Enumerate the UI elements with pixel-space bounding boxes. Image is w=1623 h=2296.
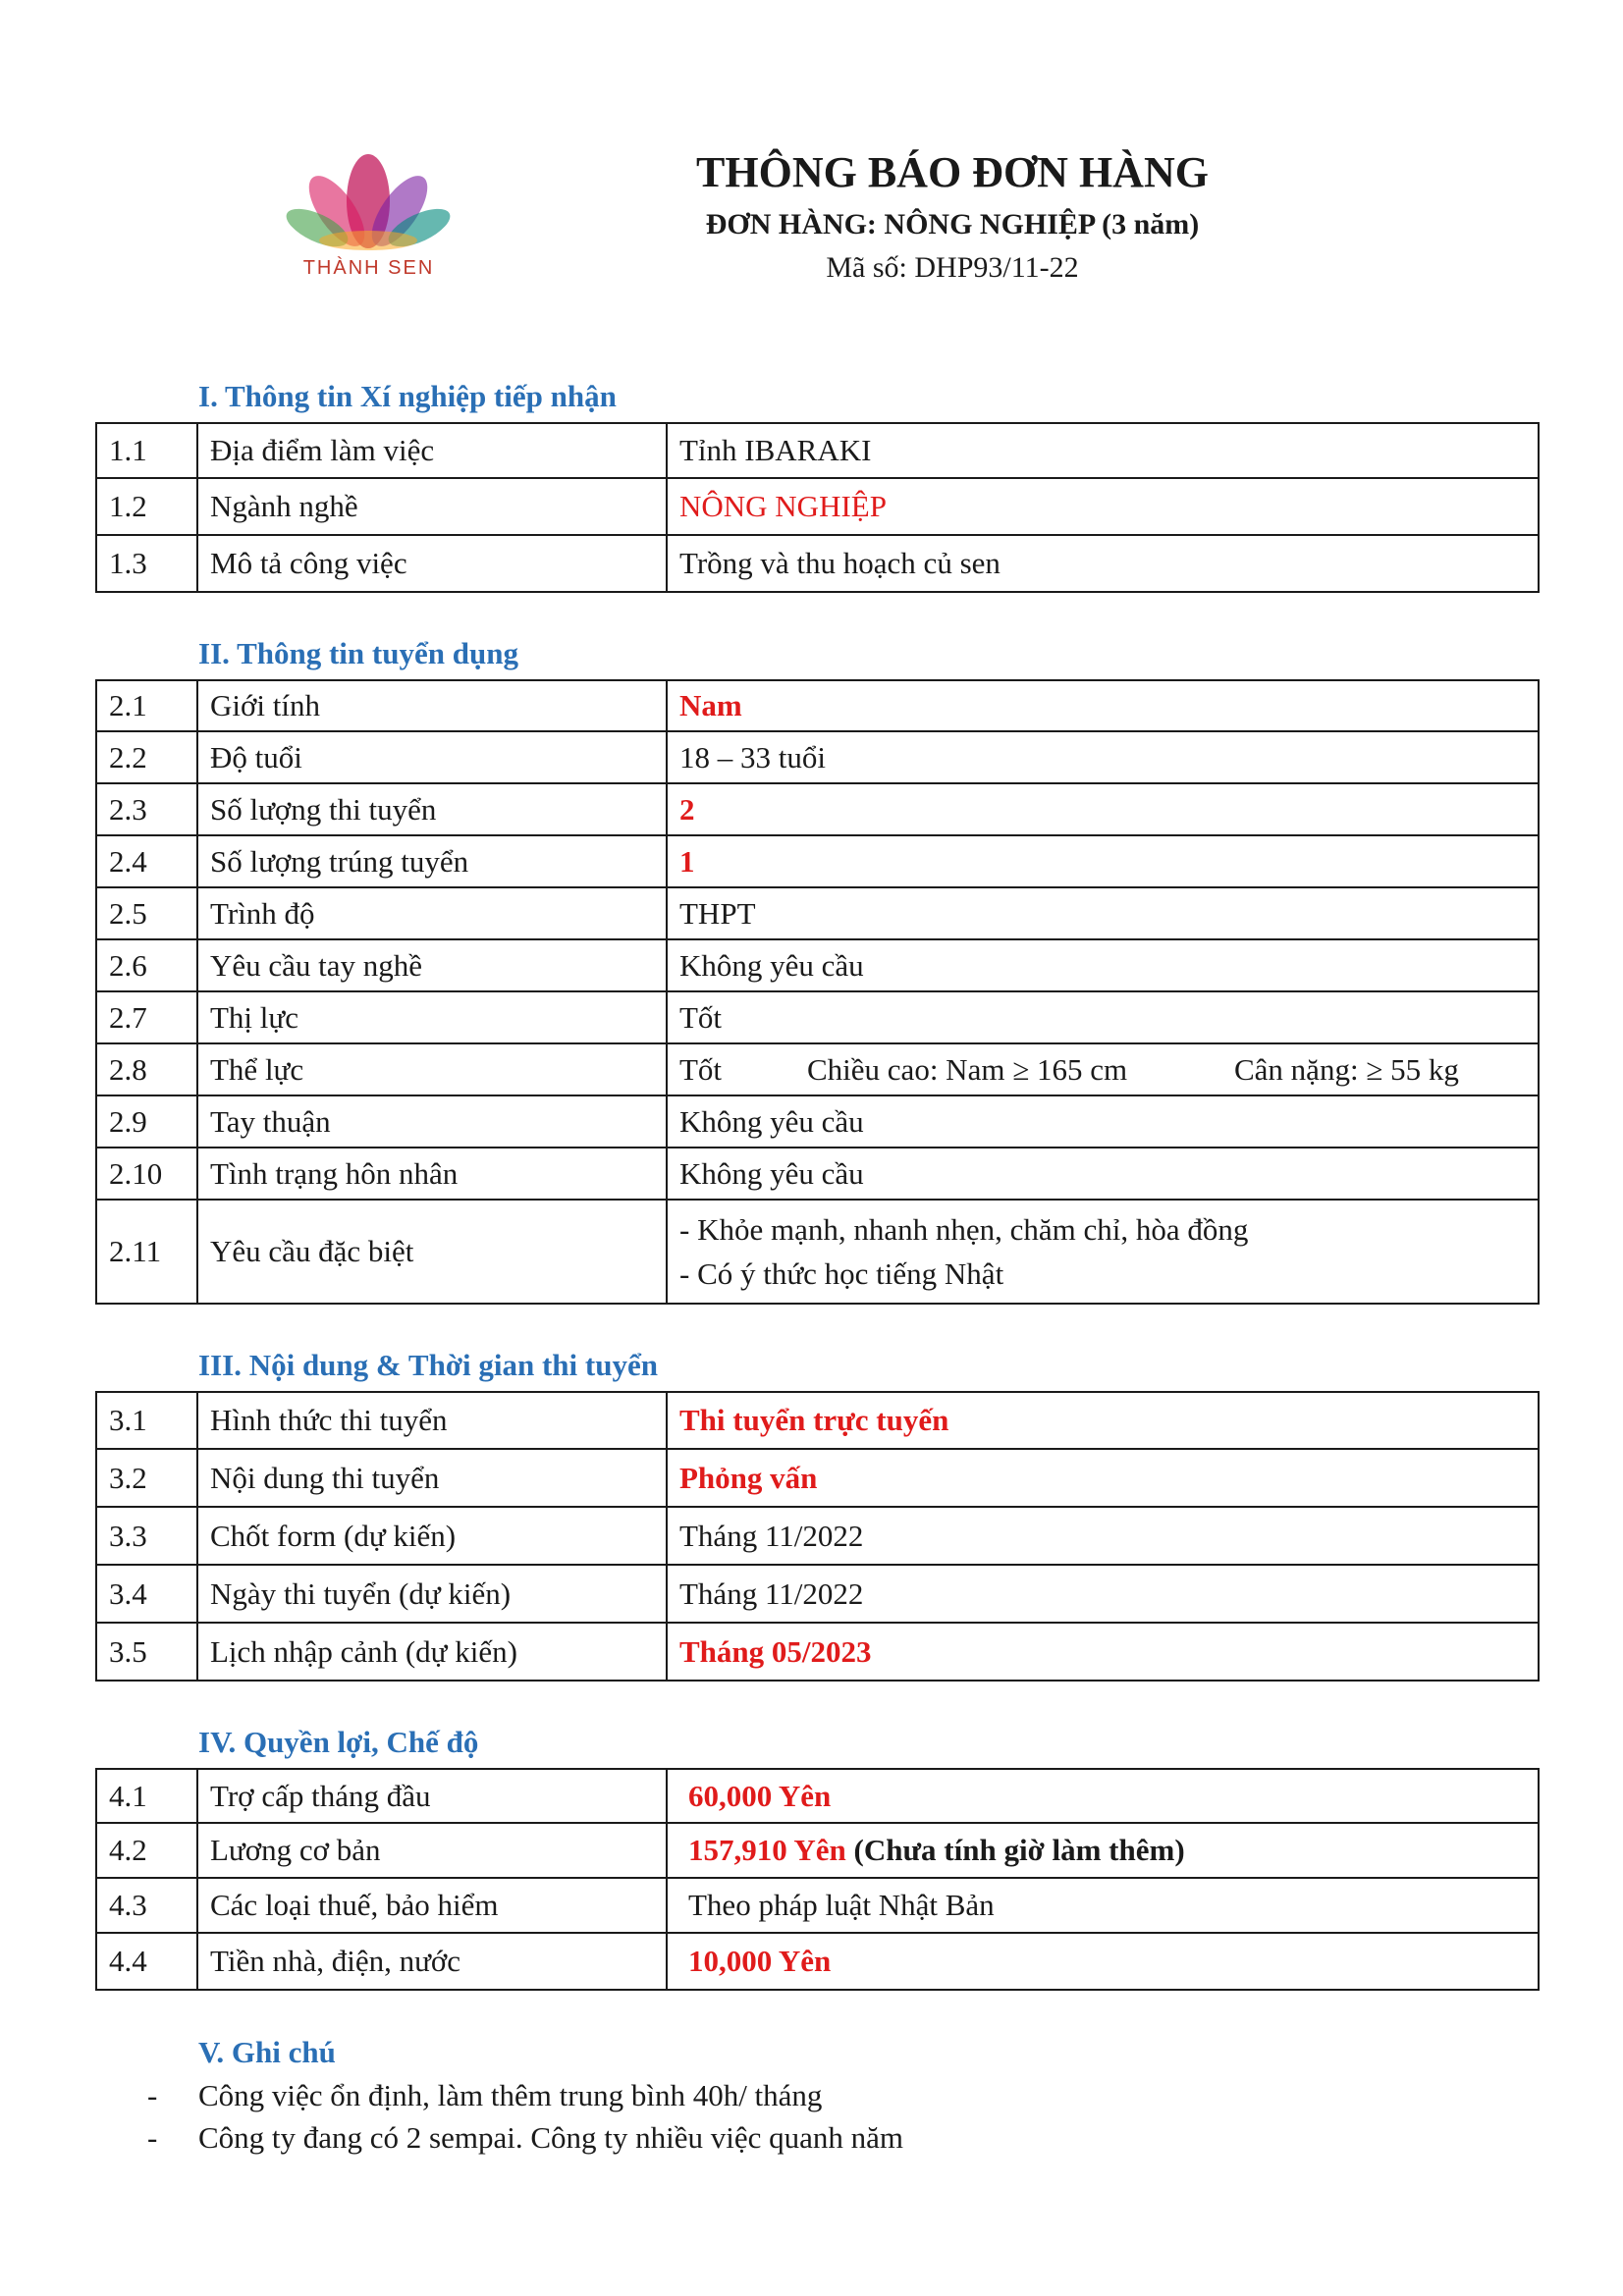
table-row [96, 887, 1539, 939]
row-label: Địa điểm làm việc [197, 423, 667, 478]
table-row [96, 1043, 1539, 1095]
section-1-table [95, 422, 1540, 593]
company-logo [283, 147, 455, 294]
table-row [96, 783, 1539, 835]
row-number: 1.1 [96, 423, 197, 478]
note-item [147, 2120, 903, 2156]
row-label: Ngành nghề [197, 478, 667, 535]
order-code: Mã số: DHP93/11-22 [826, 251, 1079, 284]
weight-requirement: Cân nặng: ≥ 55 kg [1234, 1051, 1459, 1087]
row-label: Số lượng thi tuyển [197, 783, 667, 835]
table-row [96, 1878, 1539, 1933]
row-value: Nam [667, 680, 1539, 731]
row-number: 3.4 [96, 1565, 197, 1623]
note-text: Công việc ổn định, làm thêm trung bình 40h/ tháng [198, 2078, 823, 2112]
row-number: 2.9 [96, 1095, 197, 1148]
logo-text: THÀNH SEN [302, 257, 435, 279]
row-number: 3.2 [96, 1449, 197, 1507]
row-number: 4.4 [96, 1933, 197, 1990]
row-value: Tháng 11/2022 [667, 1507, 1539, 1565]
row-number: 2.10 [96, 1148, 197, 1200]
row-number: 4.1 [96, 1769, 197, 1823]
row-label: Nội dung thi tuyển [197, 1449, 667, 1507]
row-label: Lịch nhập cảnh (dự kiến) [197, 1623, 667, 1681]
row-value: Thi tuyển trực tuyến [667, 1392, 1539, 1449]
row-label: Các loại thuế, bảo hiểm [197, 1878, 667, 1933]
note-text: Công ty đang có 2 sempai. Công ty nhiều việc quanh năm [198, 2120, 904, 2155]
row-label: Lương cơ bản [197, 1823, 667, 1878]
table-row [96, 1148, 1539, 1200]
table-row [96, 1449, 1539, 1507]
row-value: 2 [667, 783, 1539, 835]
table-row [96, 423, 1539, 478]
section-2-table [95, 679, 1540, 1305]
row-value: Tháng 05/2023 [667, 1623, 1539, 1681]
row-value: Tháng 11/2022 [667, 1565, 1539, 1623]
row-number: 3.1 [96, 1392, 197, 1449]
row-number: 2.2 [96, 731, 197, 783]
table-row [96, 1507, 1539, 1565]
row-label: Độ tuổi [197, 731, 667, 783]
row-value [667, 1823, 1539, 1878]
row-value: Phỏng vấn [667, 1449, 1539, 1507]
row-label: Hình thức thi tuyển [197, 1392, 667, 1449]
row-number: 2.11 [96, 1200, 197, 1304]
note-item [147, 2078, 822, 2113]
row-value: Trồng và thu hoạch củ sen [667, 535, 1539, 592]
height-requirement: Chiều cao: Nam ≥ 165 cm [807, 1051, 1128, 1087]
lotus-icon [283, 147, 455, 260]
section-5-title: V. Ghi chú [198, 2035, 336, 2069]
row-value: THPT [667, 887, 1539, 939]
special-requirement-2: - Có ý thức học tiếng Nhật [679, 1256, 1004, 1291]
table-row [96, 991, 1539, 1043]
row-number: 2.6 [96, 939, 197, 991]
section-4-title: IV. Quyền lợi, Chế độ [198, 1725, 479, 1759]
row-label: Tình trạng hôn nhân [197, 1148, 667, 1200]
table-row [96, 1565, 1539, 1623]
row-number: 2.3 [96, 783, 197, 835]
table-row [96, 535, 1539, 592]
row-value: 1 [667, 835, 1539, 887]
row-value: 10,000 Yên [667, 1933, 1539, 1990]
table-row [96, 1933, 1539, 1990]
row-value: Không yêu cầu [667, 1095, 1539, 1148]
physical-value: Tốt [679, 1051, 723, 1087]
basic-salary: 157,910 Yên [688, 1833, 846, 1867]
row-value: Theo pháp luật Nhật Bản [667, 1878, 1539, 1933]
table-row [96, 1823, 1539, 1878]
row-number: 2.5 [96, 887, 197, 939]
row-label: Tiền nhà, điện, nước [197, 1933, 667, 1990]
row-label: Thị lực [197, 991, 667, 1043]
row-value: 60,000 Yên [667, 1769, 1539, 1823]
row-label: Giới tính [197, 680, 667, 731]
table-row [96, 478, 1539, 535]
row-number: 2.4 [96, 835, 197, 887]
document-title: THÔNG BÁO ĐƠN HÀNG [696, 148, 1209, 196]
row-number: 2.1 [96, 680, 197, 731]
section-3-table [95, 1391, 1540, 1682]
bullet-dash: - [147, 2078, 158, 2112]
row-label: Mô tả công việc [197, 535, 667, 592]
row-value [667, 1200, 1539, 1304]
order-subtitle: ĐƠN HÀNG: NÔNG NGHIỆP (3 năm) [705, 208, 1200, 240]
row-value [667, 1043, 1539, 1095]
row-number: 1.2 [96, 478, 197, 535]
row-number: 1.3 [96, 535, 197, 592]
row-label: Yêu cầu tay nghề [197, 939, 667, 991]
row-label: Trình độ [197, 887, 667, 939]
row-value: Không yêu cầu [667, 1148, 1539, 1200]
section-1-title: I. Thông tin Xí nghiệp tiếp nhận [198, 379, 617, 413]
section-4-table [95, 1768, 1540, 1991]
bullet-dash: - [147, 2120, 158, 2155]
row-label: Ngày thi tuyển (dự kiến) [197, 1565, 667, 1623]
row-label: Chốt form (dự kiến) [197, 1507, 667, 1565]
table-row [96, 1200, 1539, 1304]
special-requirement-1: - Khỏe mạnh, nhanh nhẹn, chăm chỉ, hòa đồng [679, 1212, 1249, 1247]
table-row [96, 1095, 1539, 1148]
table-row [96, 731, 1539, 783]
row-value: NÔNG NGHIỆP [667, 478, 1539, 535]
table-row [96, 1392, 1539, 1449]
table-row [96, 835, 1539, 887]
table-row [96, 1769, 1539, 1823]
row-value: Không yêu cầu [667, 939, 1539, 991]
row-number: 4.2 [96, 1823, 197, 1878]
row-number: 3.5 [96, 1623, 197, 1681]
row-number: 2.7 [96, 991, 197, 1043]
row-value: Tỉnh IBARAKI [667, 423, 1539, 478]
row-label: Số lượng trúng tuyển [197, 835, 667, 887]
salary-note: (Chưa tính giờ làm thêm) [853, 1833, 1185, 1867]
row-value: 18 – 33 tuổi [667, 731, 1539, 783]
table-row [96, 1623, 1539, 1681]
row-label: Trợ cấp tháng đầu [197, 1769, 667, 1823]
section-3-title: III. Nội dung & Thời gian thi tuyển [198, 1348, 658, 1382]
row-label: Thể lực [197, 1043, 667, 1095]
row-number: 4.3 [96, 1878, 197, 1933]
section-2-title: II. Thông tin tuyển dụng [198, 636, 518, 670]
row-number: 3.3 [96, 1507, 197, 1565]
row-number: 2.8 [96, 1043, 197, 1095]
table-row [96, 939, 1539, 991]
row-value: Tốt [667, 991, 1539, 1043]
table-row [96, 680, 1539, 731]
row-label: Tay thuận [197, 1095, 667, 1148]
row-label: Yêu cầu đặc biệt [197, 1200, 667, 1304]
